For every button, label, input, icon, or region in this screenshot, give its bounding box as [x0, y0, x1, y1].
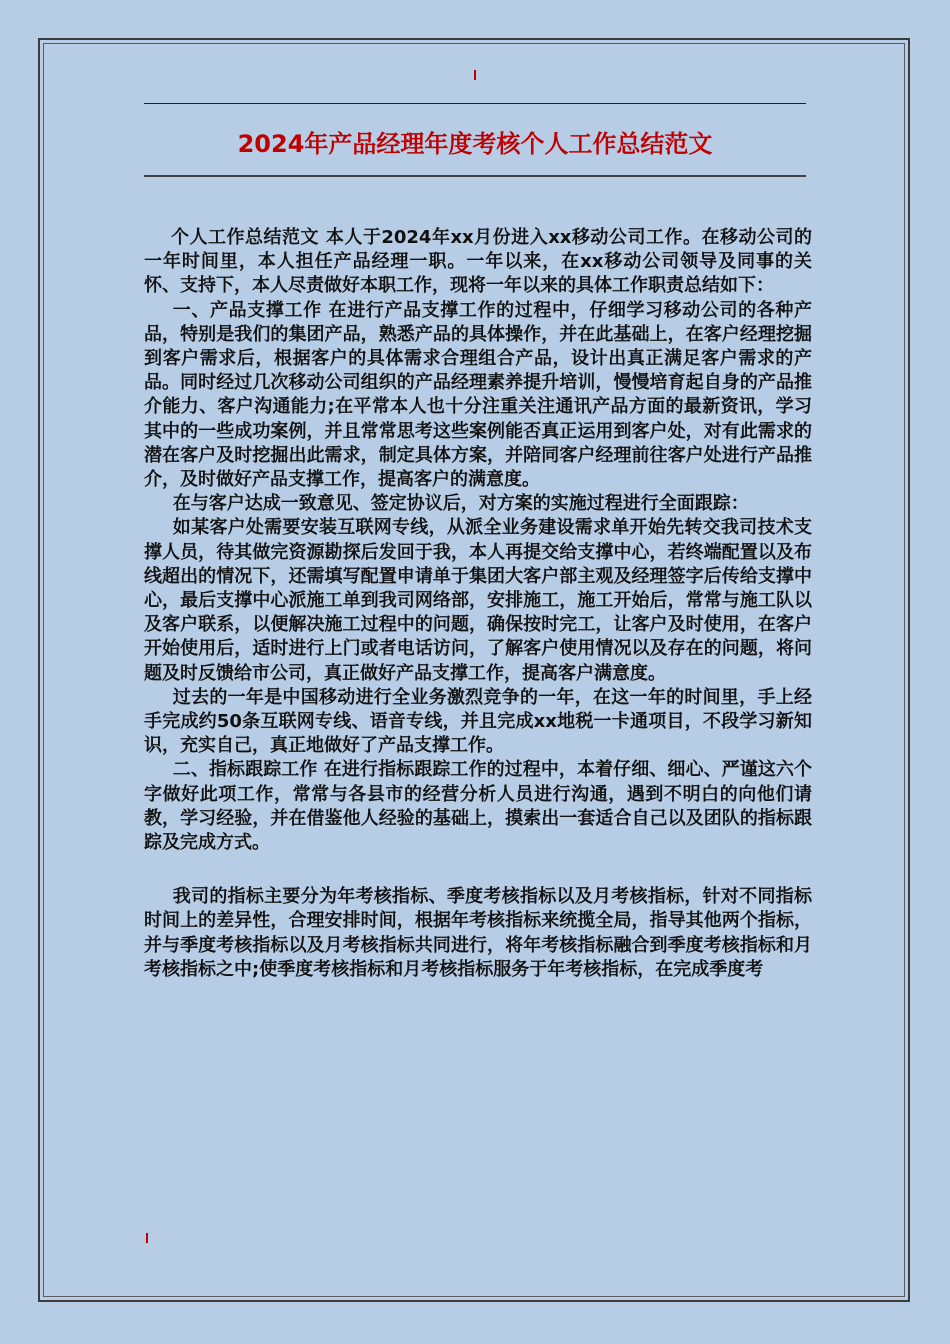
document-title: 2024年产品经理年度考核个人工作总结范文: [237, 130, 713, 158]
paragraph-product-support: 一、产品支撑工作 在进行产品支撑工作的过程中，仔细学习移动公司的各种产品，特别是我们的集团产品，熟悉产品的具体操作，并在此基础上，在客户经理挖掘到客户需求后，根据客户的具体需求合理组合产品，设计出真正满足客户需求的产品。同时经过几次移动公司组织的产品经理素养提升培训，慢慢培育起自身的产品推介能力、客户沟通能力;在平常本人也十分注重关注通讯产品方面的最新资讯，学习其中的一些成功案例，并且常常思考这些案例能否真正运用到客户处，对有此需求的潜在客户及时挖掘出此需求，制定具体方案，并陪同客户经理前往客户处进行产品推介，及时做好产品支撑工作，提高客户的满意度。: [144, 299, 812, 491]
paragraph-tracking: 在与客户达成一致意见、签定协议后，对方案的实施过程进行全面跟踪：: [172, 493, 749, 515]
paragraph-indicators: 我司的指标主要分为年考核指标、季度考核指标以及月考核指标，针对不同指标时间上的差异性，合理安排时间，根据年考核指标来统揽全局，指导其他两个指标，并与季度考核指标以及月考核指标共同进行，将年考核指标融合到季度考核指标和月考核指标之中;使季度考核指标和月考核指标服务于年考核指标，在完成季度考: [144, 886, 812, 980]
header-cursor-mark: [474, 70, 476, 80]
paragraph-indicator-tracking: 二、指标跟踪工作 在进行指标跟踪工作的过程中，本着仔细、细心、严谨这六个字做好此项工作，常常与各县市的经营分析人员进行沟通，遇到不明白的向他们请教，学习经验，并在借鉴他人经验的基础上，摸索出一套适合自己以及团队的指标跟踪及完成方式。: [144, 759, 812, 854]
document-body: [144, 226, 812, 982]
title-rule: [144, 175, 806, 177]
paragraph-intro: 个人工作总结范文 本人于2024年xx月份进入xx移动公司工作。在移动公司的一年时间里，本人担任产品经理一职。一年以来，在xx移动公司领导及同事的关怀、支持下，本人尽责做好本职工作，现将一年以来的具体工作职责总结如下：: [144, 227, 812, 297]
paragraph-past-year: 过去的一年是中国移动进行全业务激烈竞争的一年，在这一年的时间里，手上经手完成约50条互联网专线、语音专线，并且完成xx地税一卡通项目，不段学习新知识，充实自己，真正地做好了产品支撑工作。: [144, 686, 812, 757]
header-rule: [144, 103, 806, 104]
paragraph-example: 如某客户处需要安装互联网专线，从派全业务建设需求单开始先转交我司技术支撑人员，待其做完资源勘探后发回于我，本人再提交给支撑中心，若终端配置以及布线超出的情况下，还需填写配置申请单于集团大客户部主观及经理签字后传给支撑中心，最后支撑中心派施工单到我司网络部，安排施工，施工开始后，常常与施工队以及客户联系，以便解决施工过程中的问题，确保按时完工，让客户及时使用，在客户开始使用后，适时进行上门或者电话访问，了解客户使用情况以及存在的问题，将问题及时反馈给市公司，真正做好产品支撑工作，提高客户满意度。: [144, 517, 812, 684]
footer-cursor-mark: [146, 1233, 148, 1243]
